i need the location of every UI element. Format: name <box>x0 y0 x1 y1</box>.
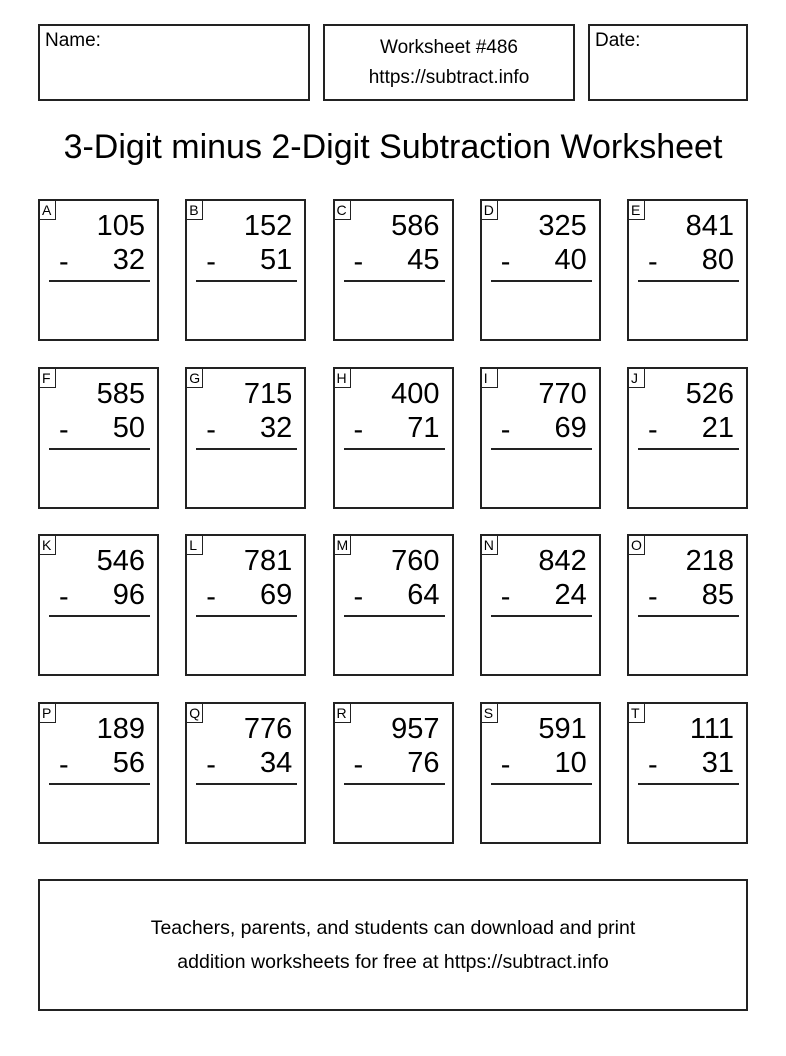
subtrahend: 96 <box>112 579 145 611</box>
page-title: 3-Digit minus 2-Digit Subtraction Worksheet <box>63 128 723 166</box>
answer-line <box>196 783 297 785</box>
minus-sign: - <box>353 413 364 446</box>
answer-line <box>638 448 739 450</box>
footer-line-1: Teachers, parents, and students can download and print <box>150 917 636 939</box>
minuend: 105 <box>96 210 145 242</box>
subtrahend: 24 <box>554 579 587 611</box>
minuend: 218 <box>685 545 734 577</box>
problem-label: L <box>186 535 203 555</box>
minuend: 152 <box>243 210 293 242</box>
subtrahend: 34 <box>259 746 293 779</box>
minus-sign: - <box>500 246 511 278</box>
subtrahend: 45 <box>407 244 440 276</box>
minus-sign: - <box>206 246 216 278</box>
minus-sign: - <box>353 581 364 613</box>
minuend: 526 <box>685 377 734 410</box>
problem-card <box>333 534 454 676</box>
problem-label: B <box>186 200 203 220</box>
minuend: 591 <box>538 712 587 745</box>
minuend: 841 <box>685 210 734 242</box>
minuend: 586 <box>391 210 440 242</box>
problem-label: G <box>186 368 203 388</box>
problem-card <box>38 534 159 676</box>
problem-label: N <box>481 535 498 555</box>
subtrahend: 76 <box>407 746 440 779</box>
problem-label: Q <box>186 703 203 723</box>
problem-label: F <box>39 368 56 388</box>
problem-label: A <box>39 200 56 220</box>
answer-line <box>491 615 592 617</box>
answer-line <box>49 615 150 617</box>
name-box <box>38 24 310 101</box>
subtrahend: 32 <box>112 244 145 276</box>
worksheet-info-box <box>323 24 575 101</box>
answer-line <box>49 783 150 785</box>
problem-card <box>480 199 601 341</box>
minus-sign: - <box>59 581 69 613</box>
minuend: 776 <box>243 712 293 745</box>
subtrahend: 32 <box>259 411 293 444</box>
problem-grid <box>38 199 748 844</box>
worksheet-number: Worksheet #486 <box>379 36 518 58</box>
problem-label: C <box>334 200 351 220</box>
problem-label: P <box>39 703 56 723</box>
problem-label: O <box>628 535 645 555</box>
minus-sign: - <box>206 413 216 446</box>
subtrahend: 64 <box>407 579 440 611</box>
minuend: 325 <box>538 210 587 242</box>
problem-label: T <box>628 703 645 723</box>
subtrahend: 21 <box>701 411 734 444</box>
answer-line <box>196 280 297 282</box>
minus-sign: - <box>59 748 69 781</box>
problem-label: K <box>39 535 56 555</box>
minuend: 189 <box>96 712 145 745</box>
problem-card <box>185 702 306 844</box>
subtrahend: 56 <box>112 746 145 779</box>
subtrahend: 85 <box>701 579 734 611</box>
answer-line <box>491 783 592 785</box>
problem-card <box>333 367 454 509</box>
problem-label: S <box>481 703 498 723</box>
date-box <box>588 24 748 101</box>
worksheet-url: https://subtract.info <box>368 66 530 88</box>
minuend: 760 <box>391 545 440 577</box>
minuend: 400 <box>391 377 440 410</box>
minus-sign: - <box>648 748 658 781</box>
answer-line <box>49 280 150 282</box>
problem-card <box>627 199 748 341</box>
minuend: 546 <box>96 545 145 577</box>
problem-card <box>627 534 748 676</box>
subtrahend: 71 <box>407 411 440 444</box>
minus-sign: - <box>59 413 69 446</box>
subtrahend: 80 <box>701 244 734 276</box>
problem-label: D <box>481 200 498 220</box>
subtrahend: 31 <box>701 746 734 779</box>
minus-sign: - <box>353 748 364 781</box>
problem-card <box>185 199 306 341</box>
minuend: 781 <box>243 545 293 577</box>
minus-sign: - <box>648 246 658 278</box>
minus-sign: - <box>206 581 216 613</box>
answer-line <box>196 615 297 617</box>
minus-sign: - <box>353 246 364 278</box>
subtrahend: 69 <box>259 579 293 611</box>
minus-sign: - <box>648 413 658 446</box>
minus-sign: - <box>500 581 511 613</box>
problem-card <box>333 702 454 844</box>
answer-line <box>344 280 445 282</box>
answer-line <box>344 615 445 617</box>
problem-card <box>185 367 306 509</box>
problem-label: J <box>628 368 645 388</box>
answer-line <box>344 448 445 450</box>
problem-label: E <box>628 200 645 220</box>
problem-card <box>38 199 159 341</box>
problem-label: H <box>334 368 351 388</box>
minus-sign: - <box>500 748 511 781</box>
minuend: 111 <box>689 712 734 745</box>
minuend: 957 <box>391 712 440 745</box>
answer-line <box>638 783 739 785</box>
problem-card <box>38 367 159 509</box>
problem-label: M <box>334 535 351 555</box>
minus-sign: - <box>59 246 69 278</box>
minus-sign: - <box>206 748 216 781</box>
subtrahend: 51 <box>259 244 293 276</box>
problem-card <box>627 367 748 509</box>
footer-line-2: addition worksheets for free at https://subtract.info <box>177 951 609 973</box>
problem-card <box>627 702 748 844</box>
subtrahend: 69 <box>554 411 587 444</box>
minus-sign: - <box>500 413 511 446</box>
footer-box <box>38 879 748 1011</box>
problem-card <box>333 199 454 341</box>
minus-sign: - <box>648 581 658 613</box>
answer-line <box>491 280 592 282</box>
problem-card <box>38 702 159 844</box>
answer-line <box>638 280 739 282</box>
minuend: 842 <box>538 545 587 577</box>
minuend: 585 <box>96 377 145 410</box>
minuend: 770 <box>538 377 587 410</box>
answer-line <box>344 783 445 785</box>
subtrahend: 10 <box>554 746 587 779</box>
problem-label: R <box>334 703 351 723</box>
answer-line <box>491 448 592 450</box>
answer-line <box>49 448 150 450</box>
subtrahend: 40 <box>554 244 587 276</box>
name-label: Name: <box>45 30 101 51</box>
answer-line <box>638 615 739 617</box>
problem-card <box>480 702 601 844</box>
subtrahend: 50 <box>112 411 145 444</box>
problem-card <box>480 534 601 676</box>
problem-card <box>185 534 306 676</box>
date-label: Date: <box>595 30 641 51</box>
problem-label: I <box>481 368 498 388</box>
answer-line <box>196 448 297 450</box>
problem-card <box>480 367 601 509</box>
minuend: 715 <box>243 377 293 410</box>
